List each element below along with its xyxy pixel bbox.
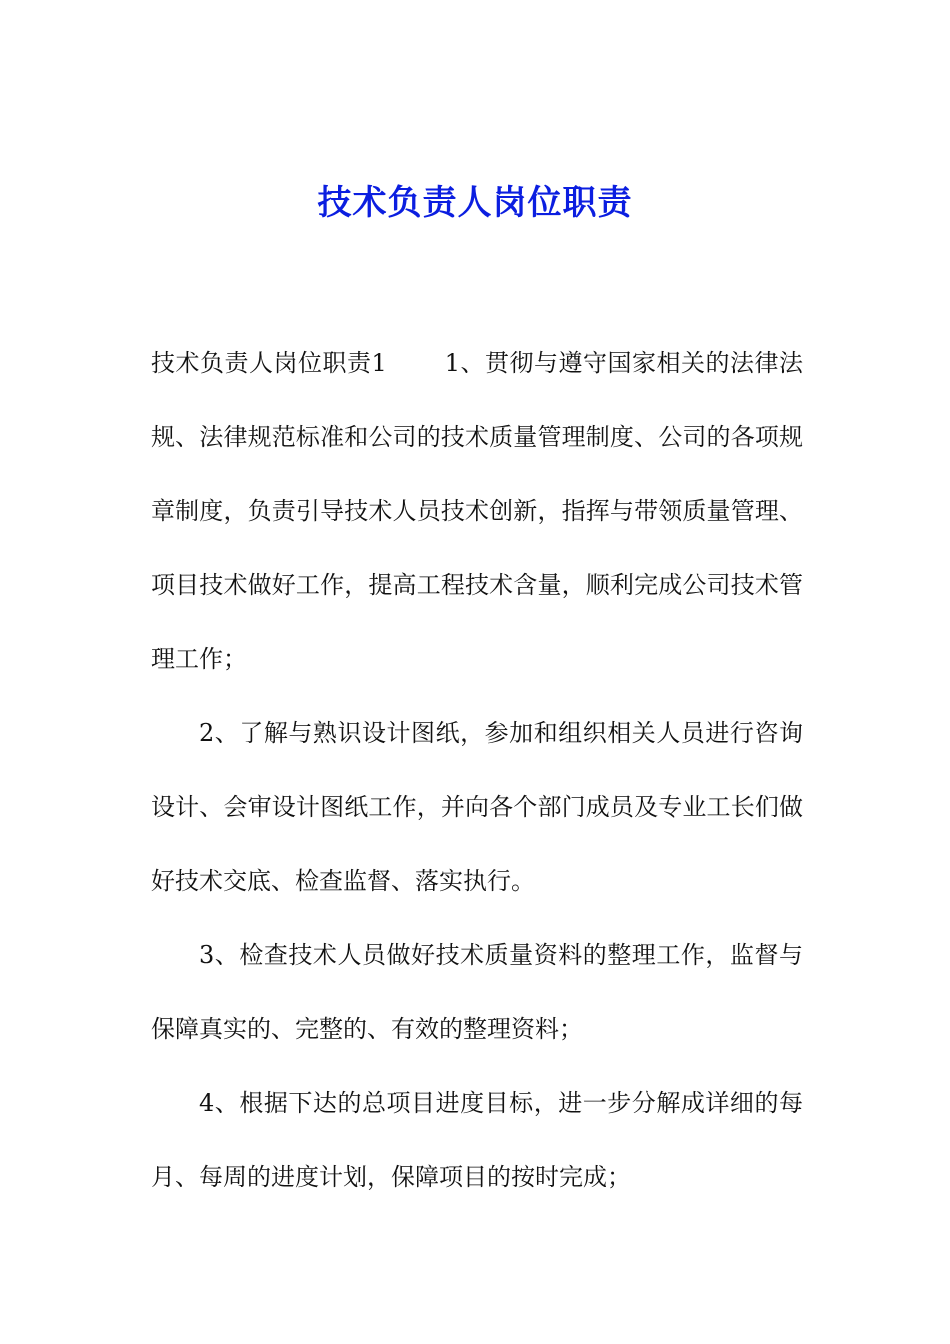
paragraph-3: 3、检查技术人员做好技术质量资料的整理工作，监督与保障真实的、完整的、有效的整理资料； [151,941,803,1043]
paragraph-1 [151,326,803,696]
paragraph-2: 2、了解与熟识设计图纸，参加和组织相关人员进行咨询设计、会审设计图纸工作，并向各个部门成员及专业工长们做好技术交底、检查监督、落实执行。 [151,719,803,895]
document-body [151,326,803,1214]
intro-heading: 技术负责人岗位职责1 [151,349,387,377]
paragraph-1-text: 1、贯彻与遵守国家相关的法律法规、法律规范标准和公司的技术质量管理制度、公司的各项规章制度，负责引导技术人员技术创新，指挥与带领质量管理、项目技术做好工作，提高工程技术含量，顺利完成公司技术管理工作； [151,349,803,673]
paragraph-4: 4、根据下达的总项目进度目标，进一步分解成详细的每月、每周的进度计划，保障项目的按时完成； [151,1089,803,1191]
document-title: 技术负责人岗位职责 [317,183,633,223]
